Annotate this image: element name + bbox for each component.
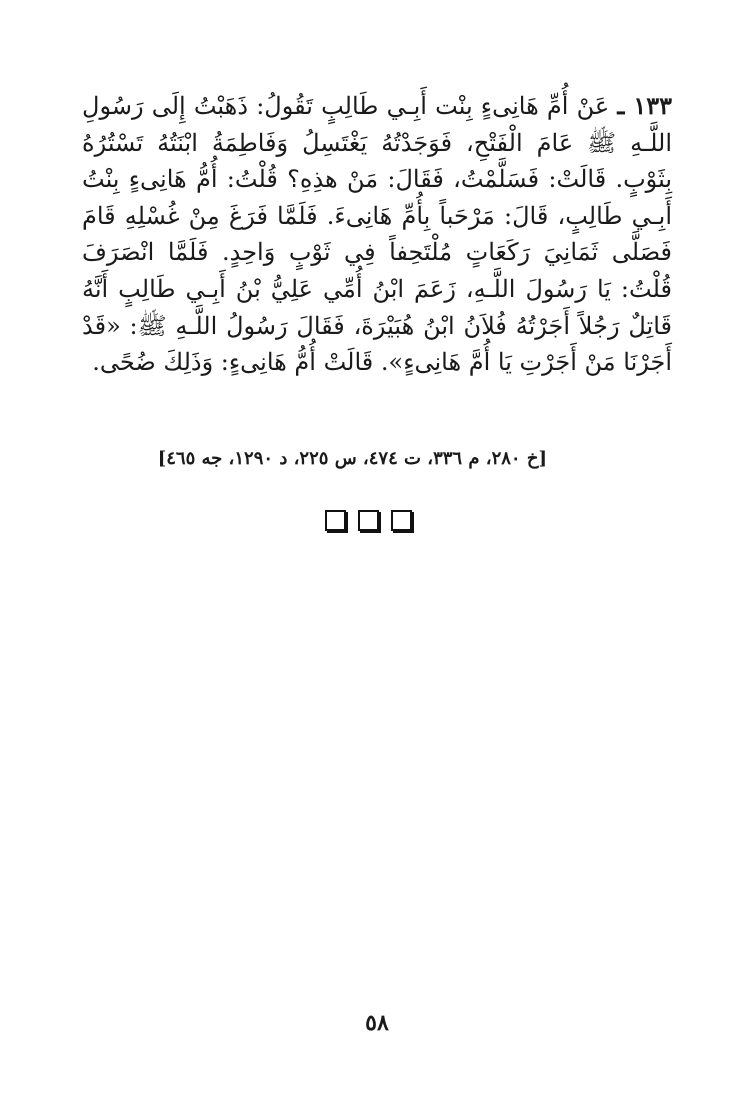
source-references: [خ ٢٨٠، م ٣٣٦، ت ٤٧٤، س ٢٢٥، د ١٢٩٠، جه ٤٦٥]: [157, 448, 547, 469]
square-icon: [358, 510, 379, 531]
page-number: ٥٨: [365, 1010, 389, 1036]
hadith-text: عَنْ أُمِّ هَانِىءٍ بِنْت أَبِـي طَالِبٍ تَقُولُ: ذَهَبْتُ إِلَى رَسُولِ اللَّـهِ ﷺ عَامَ الْفَتْحِ، فَوَجَدْتُهُ يَغْتَسِلُ وَفَاطِمَةُ ابْنَتُهُ تَسْتُرُهُ بِثَوْبٍ. قَالَتْ: فَسَلَّمْتُ، فَقَالَ: مَنْ هذِهِ؟ قُلْتُ: أُمُّ هَانِىءٍ بِنْتُ أَبِـي طَالِبٍ، قَالَ: مَرْحَباً بِأُمِّ هَانِىءَ. فَلَمَّا فَرَغَ مِنْ غُسْلِهِ قَامَ فَصَلَّى ثَمَانِيَ رَكَعَاتٍ مُلْتَحِفاً فِي ثَوْبٍ وَاحِدٍ. فَلَمَّا انْصَرَفَ قُلْتُ: يَا رَسُولَ اللَّـهِ، زَعَمَ ابْنُ أُمِّي عَلِيُّ بْنُ أَبِـي طَالِبٍ أَنَّهُ قَاتِلٌ رَجُلاً أَجَرْتُهُ فُلاَنُ ابْنُ هُبَيْرَةَ، فَقَالَ رَسُولُ اللَّـهِ ﷺ: «قَدْ أَجَرْنَا مَنْ أَجَرْتِ يَا أُمَّ هَانِىءٍ». قَالَتْ أُمُّ هَانِىءٍ: وَذَلِكَ ضُحًى.: [82, 92, 673, 377]
hadith-number: ١٣٣ ـ: [617, 91, 672, 120]
hadith-paragraph: [82, 88, 672, 381]
square-icon: [391, 510, 412, 531]
square-icon: [325, 510, 346, 531]
section-divider-ornament: [325, 510, 412, 531]
